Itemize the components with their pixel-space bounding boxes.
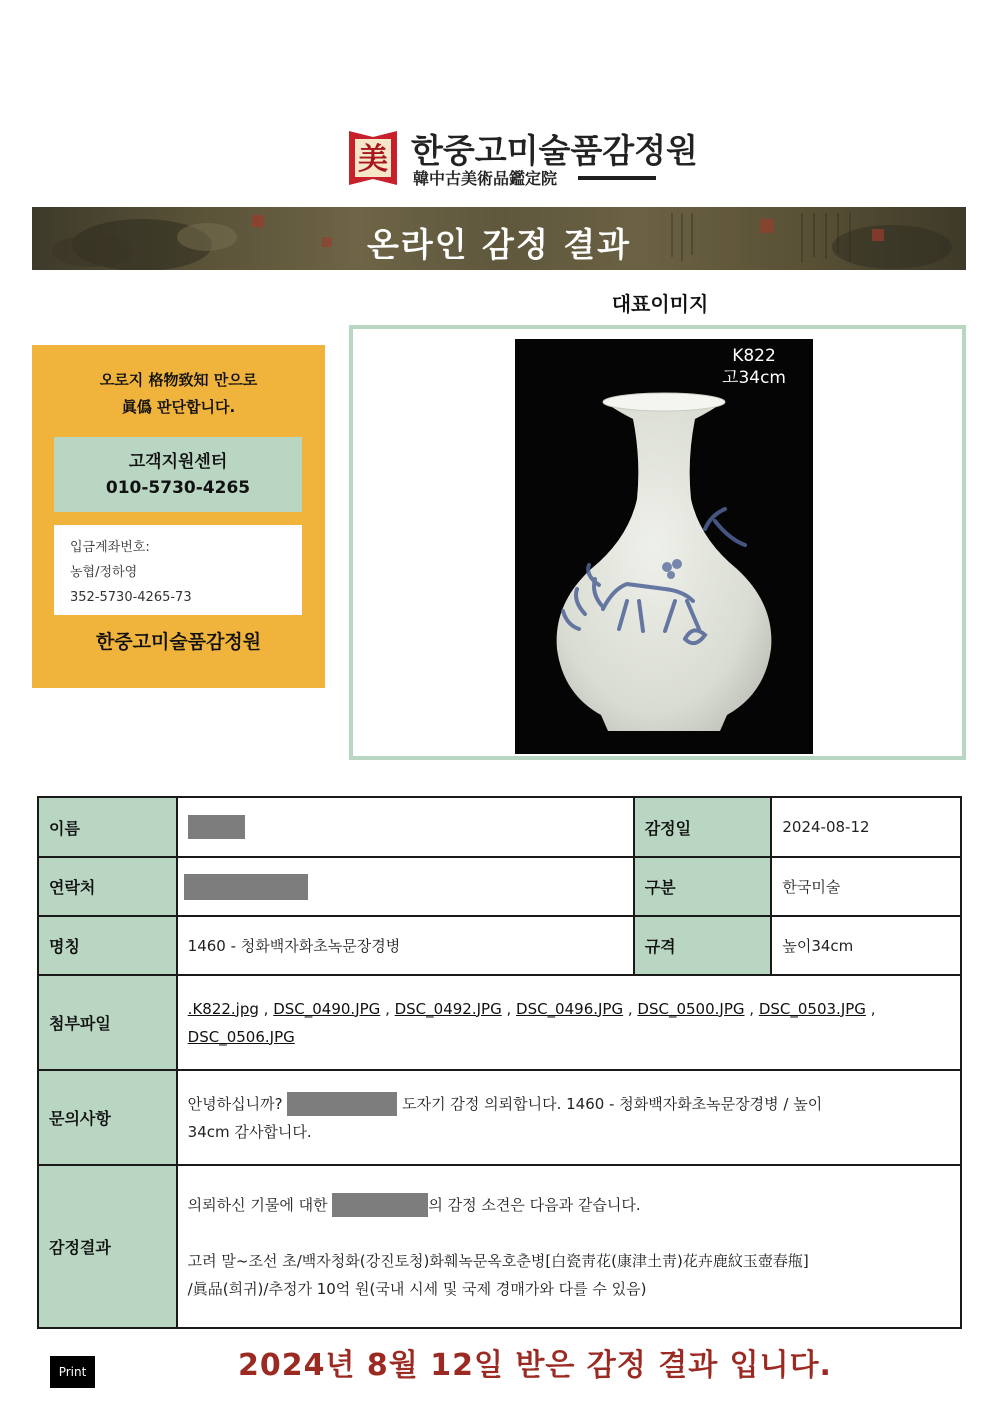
result-intro-a: 의뢰하신 기물에 대한 (187, 1195, 328, 1214)
print-button[interactable]: Print (50, 1356, 95, 1388)
logo (345, 125, 698, 195)
date-value: 2024-08-12 (771, 797, 961, 857)
attachment-link[interactable]: DSC_0496.JPG (516, 999, 624, 1018)
photo-caption-size: 고34cm (722, 368, 786, 388)
page-title: 온라인 감정 결과 (366, 225, 632, 264)
logo-name-ko: 한중고미술품감정원 (411, 131, 698, 170)
attachment-link[interactable]: DSC_0503.JPG (758, 999, 866, 1018)
table-row (38, 975, 961, 1070)
contact-label: 연락처 (38, 857, 177, 916)
support-phone: 010-5730-4265 (105, 478, 251, 498)
info-card (32, 345, 325, 688)
logo-mark-glyph: 美 (358, 142, 388, 177)
contact-value (177, 857, 634, 916)
inquiry-text-2: 도자기 감정 의뢰합니다. 1460 - 청화백자화초녹문장경병 / 높이 (402, 1094, 823, 1113)
table-row (38, 916, 961, 975)
redacted-block (188, 815, 245, 839)
inquiry-label: 문의사항 (38, 1070, 177, 1165)
motto-line-2: 眞僞 판단합니다. (121, 398, 236, 416)
logo-name-cn: 韓中古美術品鑑定院 (413, 169, 558, 188)
motto-line-1: 오로지 格物致知 만으로 (99, 371, 258, 389)
attachment-link[interactable]: DSC_0500.JPG (637, 999, 745, 1018)
name-label: 이름 (38, 797, 177, 857)
name-value (177, 797, 634, 857)
card-motto (32, 367, 325, 421)
result-line-1: 고려 말~조선 초/백자청화(강진토청)화훼녹문옥호춘병[白瓷靑花(康津土靑)花卉鹿紋玉壺春甁] (187, 1251, 809, 1270)
vase-illustration (515, 339, 813, 754)
redacted-block (287, 1092, 397, 1116)
date-label: 감정일 (634, 797, 772, 857)
attachment-link[interactable]: DSC_0492.JPG (394, 999, 502, 1018)
card-org-name: 한중고미술품감정원 (95, 631, 262, 653)
photo-caption (709, 345, 799, 389)
redacted-block (332, 1193, 428, 1217)
logo-divider (578, 176, 656, 180)
support-title: 고객지원센터 (128, 452, 228, 472)
result-label: 감정결과 (38, 1165, 177, 1328)
result-intro-b: 의 감정 소견은 다음과 같습니다. (428, 1195, 641, 1214)
result-line-2: /眞品(희귀)/추정가 10억 원(국내 시세 및 국제 경매가와 다를 수 있음) (187, 1279, 647, 1298)
table-row (38, 797, 961, 857)
photo-caption-code: K822 (732, 346, 776, 366)
category-value: 한국미술 (771, 857, 961, 916)
title-banner (32, 207, 966, 270)
account-number: 352-5730-4265-73 (70, 590, 192, 605)
representative-image-label: 대표이미지 (611, 292, 709, 316)
account-bank: 농협/정하영 (70, 565, 138, 580)
spec-value: 높이34cm (771, 916, 961, 975)
support-center-box (54, 437, 302, 512)
table-row (38, 1165, 961, 1328)
attachments-label: 첨부파일 (38, 975, 177, 1070)
footer-message: 2024년 8월 12일 받은 감정 결과 입니다. (238, 1348, 832, 1383)
attachments-list: .K822.jpg , DSC_0490.JPG , DSC_0492.JPG , DSC_0496.JPG , DSC_0500.JPG , DSC_0503.JPG , DSC_0506.JPG (177, 975, 961, 1070)
spec-label: 규격 (634, 916, 772, 975)
vase-photo (515, 339, 813, 754)
attachment-link[interactable]: DSC_0506.JPG (187, 1027, 295, 1046)
table-row (38, 1070, 961, 1165)
inquiry-text-3: 34cm 감사합니다. (187, 1122, 312, 1141)
title-label: 명칭 (38, 916, 177, 975)
inquiry-text-1: 안녕하십니까? (187, 1094, 283, 1113)
logo-mark-icon (345, 127, 401, 189)
account-label: 입금계좌번호: (70, 540, 150, 555)
inquiry-value (177, 1070, 961, 1165)
table-row (38, 857, 961, 916)
appraisal-table (37, 796, 962, 1329)
representative-image-frame (349, 325, 966, 760)
result-value (177, 1165, 961, 1328)
title-value: 1460 - 청화백자화초녹문장경병 (177, 916, 634, 975)
redacted-block (184, 874, 308, 900)
attachment-link[interactable]: .K822.jpg (187, 999, 259, 1018)
category-label: 구분 (634, 857, 772, 916)
account-box (54, 525, 302, 615)
attachment-link[interactable]: DSC_0490.JPG (273, 999, 381, 1018)
